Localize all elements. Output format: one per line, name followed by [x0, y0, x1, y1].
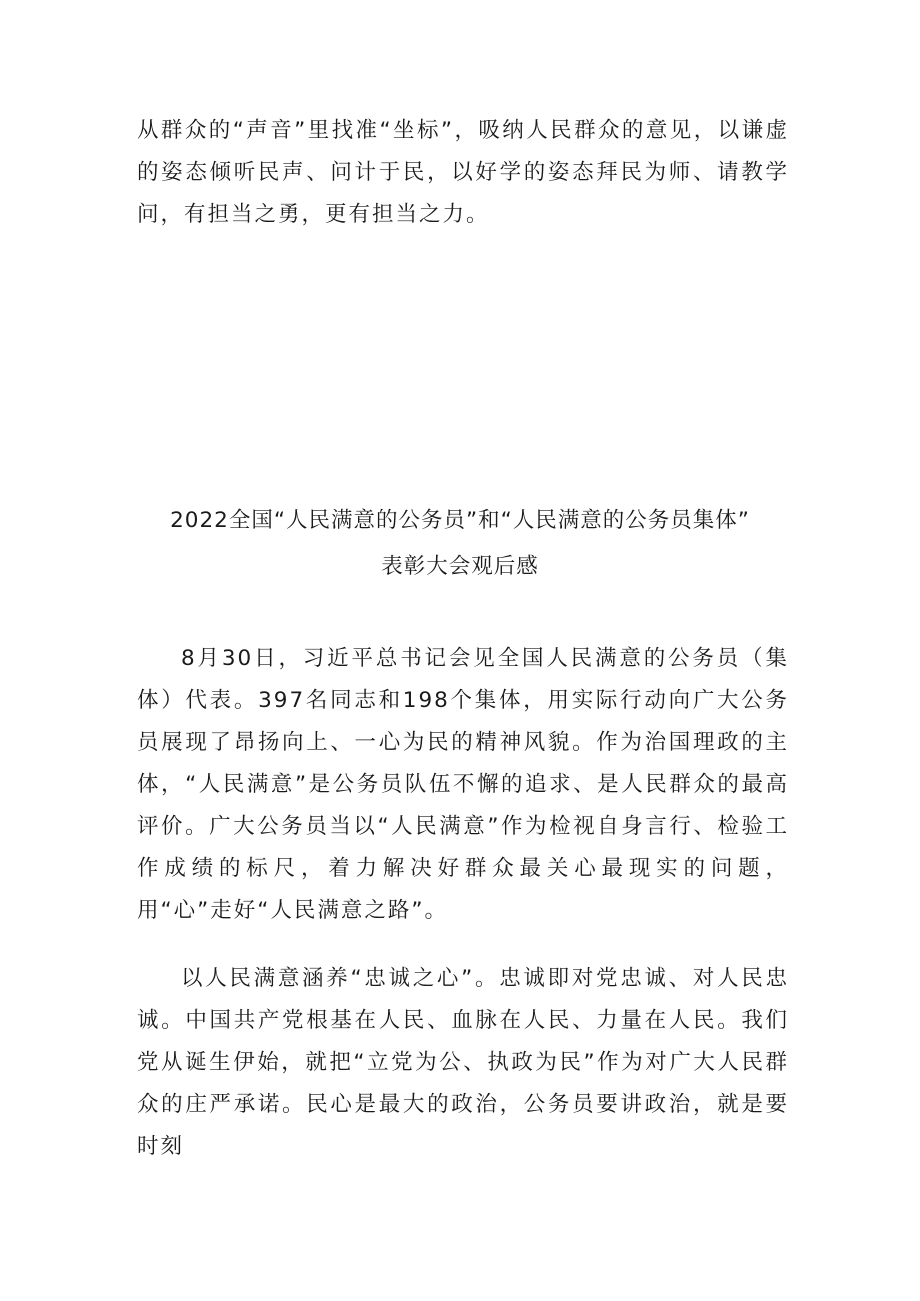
- intro-paragraph: 从群众的“声音”里找准“坐标”，吸纳人民群众的意见，以谦虚的姿态倾听民声、问计于民，以好学的姿态拜民为师、请教学问，有担当之勇，更有担当之力。: [137, 118, 789, 227]
- document-title: 2022全国“人民满意的公务员”和“人民满意的公务员集体”: [170, 508, 750, 533]
- body-paragraph: 8月30日，习近平总书记会见全国人民满意的公务员（集体）代表。397名同志和198个集体，用实际行动向广大公务员展现了昂扬向上、一心为民的精神风貌。作为治国理政的主体，“人民满意”是公务员队伍不懈的追求、是人民群众的最高评价。广大公务员当以“人民满意”作为检视自身言行、检验工作成绩的标尺，着力解决好群众最关心最现实的问题，用“心”走好“人民满意之路”。: [137, 646, 789, 923]
- body-paragraph: 以人民满意涵养“忠诚之心”。忠诚即对党忠诚、对人民忠诚。中国共产党根基在人民、血脉在人民、力量在人民。我们党从诞生伊始，就把“立党为公、执政为民”作为对广大人民群众的庄严承诺。民心是最大的政治，公务员要讲政治，就是要时刻: [137, 966, 789, 1159]
- document-subtitle: 表彰大会观后感: [381, 554, 539, 579]
